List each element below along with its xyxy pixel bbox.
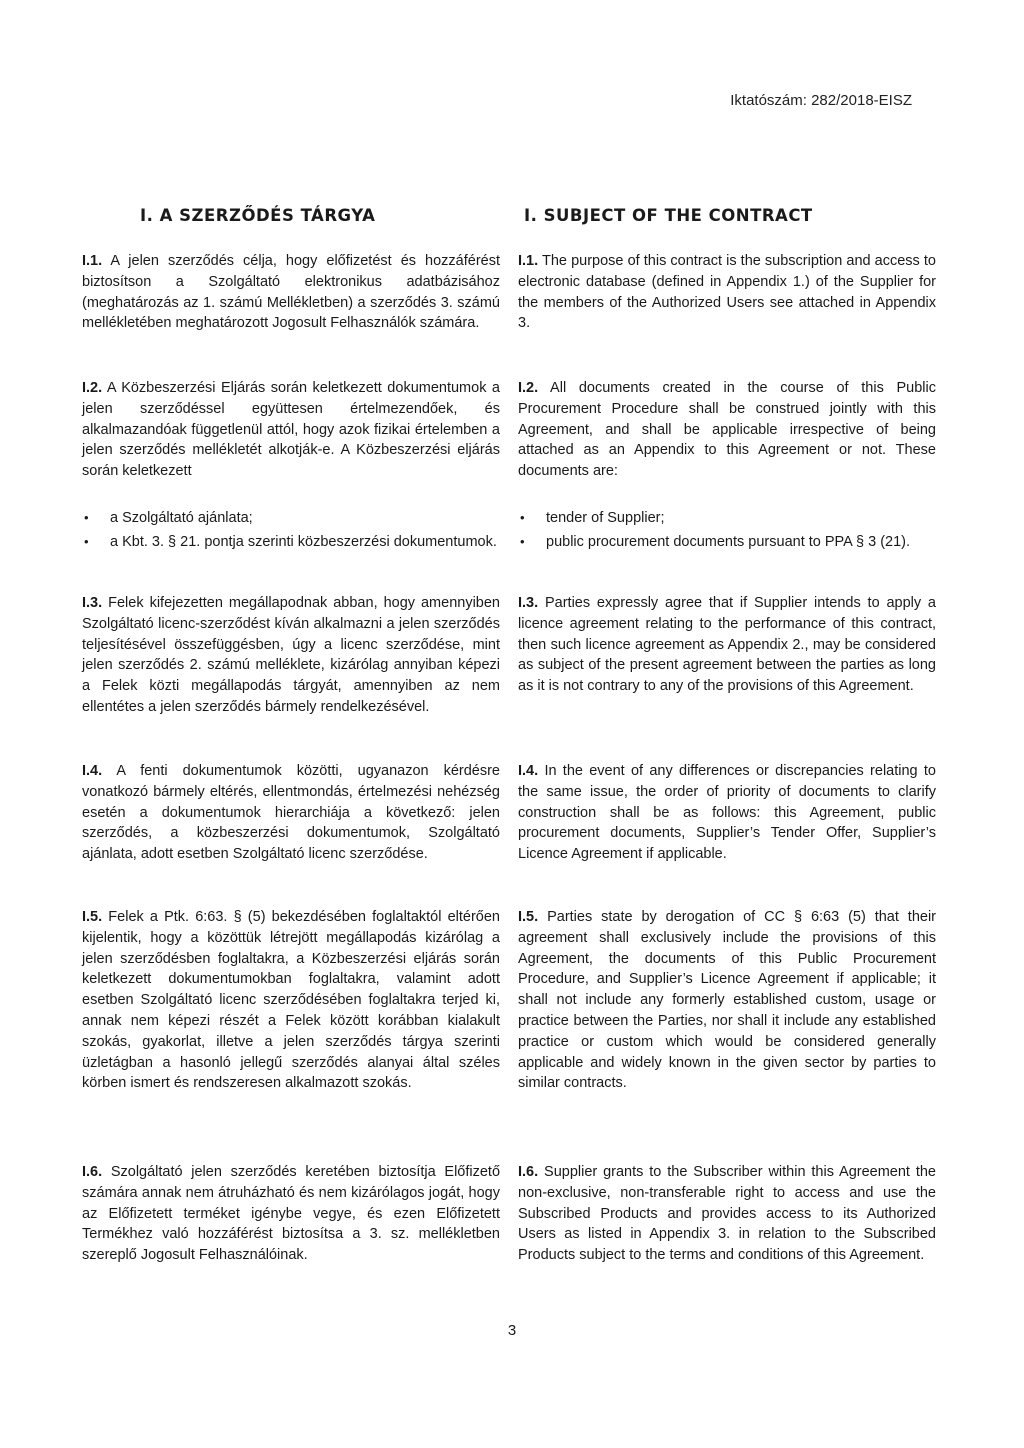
section-heading-en: I. SUBJECT OF THE CONTRACT bbox=[524, 206, 813, 225]
clause-text: Szolgáltató jelen szerződés keretében biztosítja Előfizető számára annak nem átruházható és nem kizárólagos jogát, hogy az Előfizetett terméket igénybe vegye, és ezen Előfizetett Termékhez való hozzáférést biztosítsa a 3. sz. mellékletben szereplő Jogosult Felhasználóinak. bbox=[82, 1164, 501, 1264]
clause-text: A Közbeszerzési Eljárás során keletkezett dokumentumok a jelen szerződéssel együttesen értelmezendőek, és alkalmazandóak függetlenül attól, hogy azok fizikai értelemben a jelen szerződés mellékletét alkotják-e. A Közbeszerzési eljárás során keletkezett bbox=[82, 380, 500, 480]
list-item: • a Szolgáltató ajánlata; bbox=[82, 508, 500, 529]
clause-text: In the event of any differences or discrepancies relating to the same issue, the order of priority of documents to clarify construction shall be as follows: this Agreement, public procurement documents, Supplier’s Tender Offer, Supplier’s Licence Agreement if applicable. bbox=[518, 763, 936, 863]
reference-number: Iktatószám: 282/2018-EISZ bbox=[730, 92, 912, 109]
clause-number: I.4. bbox=[518, 763, 539, 779]
list-item: • tender of Supplier; bbox=[518, 508, 936, 529]
paragraph-hu-4 bbox=[82, 761, 500, 865]
clause-text: Parties state by derogation of CC § 6:63 (5) that their agreement shall exclusively include the provisions of this Agreement, the documents of this Public Procurement Procedure, and Supplier’s Licence Agreement if applicable; it shall not include any formerly established custom, usage or practice between the Parties, nor shall it include any established practice or custom which would be considered generally applicable and widely known in the given sector by parties to similar contracts. bbox=[518, 909, 936, 1092]
clause-number: I.2. bbox=[518, 380, 539, 396]
clause-number: I.1. bbox=[82, 253, 103, 269]
paragraph-en-1 bbox=[518, 251, 936, 334]
paragraph-en-5 bbox=[518, 907, 936, 1094]
bullet-icon: • bbox=[520, 533, 525, 549]
bullet-icon: • bbox=[520, 510, 525, 525]
clause-number: I.2. bbox=[82, 380, 103, 396]
paragraph-hu-1 bbox=[82, 251, 500, 334]
bullet-icon: • bbox=[84, 510, 89, 525]
paragraph-en-3 bbox=[518, 593, 936, 697]
clause-text: A jelen szerződés célja, hogy előfizetést és hozzáférést biztosítson a Szolgáltató elektronikus adatbázisához (meghatározás az 1. számú Mellékletben) a szerződés 3. számú mellékletében meghatározott Jogosult Felhasználók számára. bbox=[82, 253, 500, 332]
list-item: • a Kbt. 3. § 21. pontja szerinti közbeszerzési dokumentumok. bbox=[82, 532, 500, 553]
clause-number: I.6. bbox=[82, 1164, 103, 1180]
clause-number: I.5. bbox=[518, 909, 539, 925]
paragraph-en-6 bbox=[518, 1162, 936, 1266]
clause-number: I.3. bbox=[82, 595, 103, 611]
clause-number: I.4. bbox=[82, 763, 103, 779]
clause-number: I.6. bbox=[518, 1164, 539, 1180]
paragraph-hu-5 bbox=[82, 907, 500, 1094]
clause-number: I.1. bbox=[518, 253, 539, 269]
paragraph-hu-2 bbox=[82, 378, 500, 482]
clause-text: Parties expressly agree that if Supplier intends to apply a licence agreement relating to the performance of this contract, then such licence agreement as Appendix 2., may be considered as subject of the present agreement between the parties as long as it is not contrary to any of the provisions of this Agreement. bbox=[518, 595, 936, 695]
paragraph-hu-3 bbox=[82, 593, 500, 718]
clause-number: I.5. bbox=[82, 909, 103, 925]
clause-text: The purpose of this contract is the subscription and access to electronic database (defined in Appendix 1.) of the Supplier for the members of the Authorized Users see attached in Appendix 3. bbox=[518, 253, 936, 332]
bullet-list-hu bbox=[82, 508, 500, 556]
clause-text: All documents created in the course of this Public Procurement Procedure shall be construed jointly with this Agreement, and shall be applicable irrespective of being attached as an Appendix to this Agreement or not. These documents are: bbox=[518, 380, 937, 480]
clause-number: I.3. bbox=[518, 595, 539, 611]
paragraph-en-2 bbox=[518, 378, 936, 482]
clause-text: Supplier grants to the Subscriber within this Agreement the non-exclusive, non-transferable right to access and use the Subscribed Products and provides access to its Authorized Users as listed in Appendix 3. in relation to the Subscribed Products subject to the terms and conditions of this Agreement. bbox=[518, 1164, 936, 1264]
list-item: • public procurement documents pursuant to PPA § 3 (21). bbox=[518, 532, 936, 553]
section-heading-hu: I. A SZERZŐDÉS TÁRGYA bbox=[140, 206, 376, 225]
bullet-icon: • bbox=[84, 533, 89, 549]
clause-text: A fenti dokumentumok közötti, ugyanazon kérdésre vonatkozó bármely eltérés, ellentmondás, értelmezési nehézség esetén a dokumentumok hierarchiája a következő: jelen szerződés, a közbeszerzési dokumentumok, Szolgáltató ajánlata, adott esetben Szolgáltató licenc szerződése. bbox=[82, 763, 500, 863]
clause-text: Felek a Ptk. 6:63. § (5) bekezdésében foglaltaktól eltérően kijelentik, hogy a közöttük létrejött megállapodás kizárólag a jelen szerződésben foglaltakra, a Közbeszerzési eljárás során keletkezett dokumentumokban foglaltakra, valamint adott esetben Szolgáltató licenc szerződésében foglaltakra terjed ki, annak nem képezi részét a Felek között korábban kialakult szokás, gyakorlat, illetve a jelen szerződés tárgya szerinti üzletágban a hasonló jellegű szerződés alanyai által széles körben ismert és rendszeresen alkalmazott szokás. bbox=[82, 909, 500, 1092]
bullet-list-en bbox=[518, 508, 936, 556]
clause-text: Felek kifejezetten megállapodnak abban, hogy amennyiben Szolgáltató licenc-szerződést kíván alkalmazni a jelen szerződés teljesítésével összefüggésben, úgy a licenc szerződése, mint jelen szerződés 2. számú melléklete, kizárólag annyiban képezi a Felek közti megállapodás tárgyát, amennyiben az nem ellentétes a jelen szerződés bármely rendelkezésével. bbox=[82, 595, 500, 715]
paragraph-hu-6 bbox=[82, 1162, 500, 1266]
paragraph-en-4 bbox=[518, 761, 936, 865]
page-number: 3 bbox=[507, 1322, 517, 1339]
